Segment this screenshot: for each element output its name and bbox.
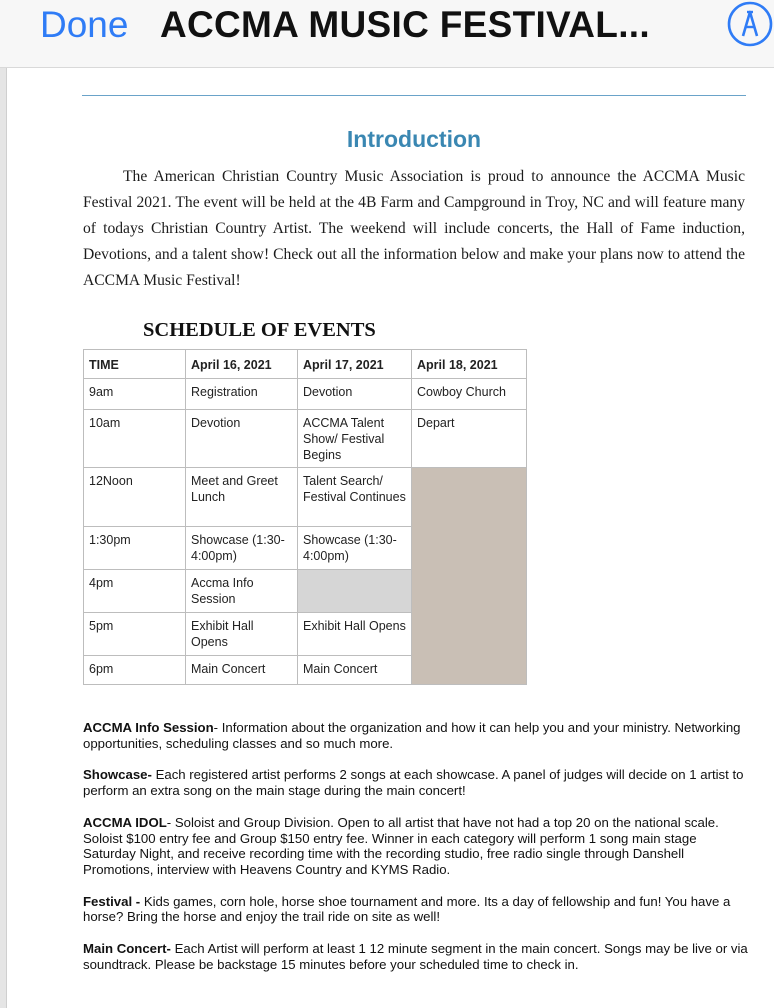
definition-term: ACCMA IDOL bbox=[83, 814, 167, 830]
definition-term: Main Concert- bbox=[83, 941, 171, 957]
cell-day1: Accma Info Session bbox=[186, 570, 298, 613]
table-row bbox=[84, 468, 527, 527]
table-header-row bbox=[84, 350, 527, 379]
cell-day1: Meet and Greet Lunch bbox=[186, 468, 298, 527]
cell-time: 5pm bbox=[84, 613, 186, 656]
definition-idol bbox=[83, 815, 751, 878]
definition-showcase bbox=[83, 767, 751, 798]
schedule-table bbox=[83, 349, 527, 685]
definition-text: Kids games, corn hole, horse shoe tournament and more. Its a day of fellowship and fun! You have a horse? Bring the horse and enjoy the trail ride on site as well! bbox=[83, 893, 731, 925]
cell-day2: ACCMA Talent Show/ Festival Begins bbox=[298, 410, 412, 468]
cell-time: 10am bbox=[84, 410, 186, 468]
cell-day2: Exhibit Hall Opens bbox=[298, 613, 412, 656]
cell-day1: Exhibit Hall Opens bbox=[186, 613, 298, 656]
table-row bbox=[84, 379, 527, 410]
cell-time: 4pm bbox=[84, 570, 186, 613]
cell-time: 1:30pm bbox=[84, 527, 186, 570]
definition-term: Festival - bbox=[83, 893, 141, 909]
cell-day2: Devotion bbox=[298, 379, 412, 410]
cell-day2: Main Concert bbox=[298, 656, 412, 685]
cell-day2-shaded bbox=[298, 570, 412, 613]
cell-day1: Showcase (1:30-4:00pm) bbox=[186, 527, 298, 570]
table-row bbox=[84, 410, 527, 468]
header-rule bbox=[82, 95, 746, 96]
header-day2: April 17, 2021 bbox=[298, 350, 412, 379]
definition-term: Showcase- bbox=[83, 767, 152, 783]
cell-day1: Main Concert bbox=[186, 656, 298, 685]
cell-day3: Cowboy Church bbox=[412, 379, 527, 410]
cell-time: 12Noon bbox=[84, 468, 186, 527]
definition-text: - Soloist and Group Division. Open to all artist that have not had a top 20 on the national scale. Soloist $100 entry fee and Group $150 entry fee. Winner in each category will perform 1 song main stage Saturday Night, and receive recording time with the recording studio, free radio single through Danshell Promotions, interview with Heavens Country and KYMS Radio. bbox=[83, 814, 719, 877]
definition-text: Each Artist will perform at least 1 12 minute segment in the main concert. Songs may be live or via soundtrack. Please be backstage 15 minutes before your scheduled time to check in. bbox=[83, 941, 748, 972]
definitions-list bbox=[83, 720, 751, 988]
cell-day2: Talent Search/ Festival Continues bbox=[298, 468, 412, 527]
cell-day1: Registration bbox=[186, 379, 298, 410]
definition-text: Each registered artist performs 2 songs at each showcase. A panel of judges will decide on 1 artist to perform an extra song on the main stage during the main concert! bbox=[83, 767, 744, 799]
definition-text: - Information about the organization and how it can help you and your ministry. Networking opportunities, scheduling classes and so much more. bbox=[83, 720, 741, 751]
done-button[interactable]: Done bbox=[40, 4, 129, 45]
definition-info-session bbox=[83, 720, 751, 751]
intro-paragraph: The American Christian Country Music Association is proud to announce the ACCMA Music Festival 2021. The event will be held at the 4B Farm and Campground in Troy, NC and will feature many of todays Christian Country Artist. The weekend will include concerts, the Hall of Fame induction, Devotions, and a talent show! Check out all the information below and make your plans now to attend the ACCMA Music Festival! bbox=[83, 168, 745, 289]
toolbar bbox=[0, 0, 774, 68]
header-day1: April 16, 2021 bbox=[186, 350, 298, 379]
definition-festival bbox=[83, 894, 751, 925]
schedule-title: SCHEDULE OF EVENTS bbox=[143, 319, 376, 341]
sidebar-edge bbox=[0, 68, 7, 1008]
cell-day3: Depart bbox=[412, 410, 527, 468]
header-time: TIME bbox=[84, 350, 186, 379]
intro-heading: Introduction bbox=[346, 126, 482, 152]
cell-day1: Devotion bbox=[186, 410, 298, 468]
markup-pen-icon[interactable] bbox=[726, 0, 774, 50]
definition-main-concert bbox=[83, 941, 751, 972]
cell-time: 6pm bbox=[84, 656, 186, 685]
cell-day3-shaded bbox=[412, 468, 527, 685]
document-title: ACCMA MUSIC FESTIVAL... bbox=[160, 4, 650, 45]
cell-time: 9am bbox=[84, 379, 186, 410]
definition-term: ACCMA Info Session bbox=[83, 720, 214, 735]
header-day3: April 18, 2021 bbox=[412, 350, 527, 379]
cell-day2: Showcase (1:30-4:00pm) bbox=[298, 527, 412, 570]
